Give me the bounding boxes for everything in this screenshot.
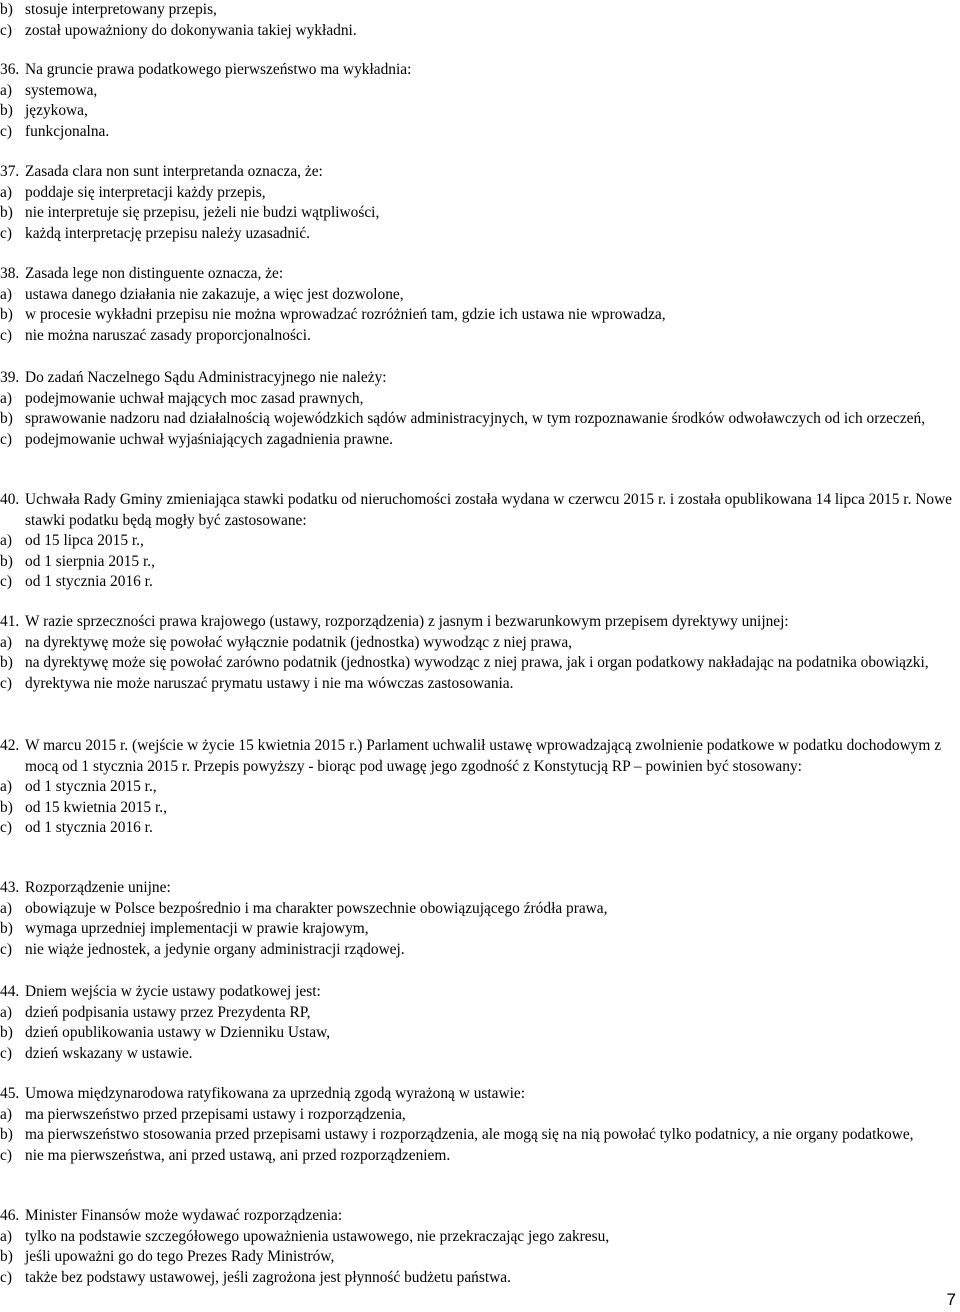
question-heading [0,264,958,285]
question-text: Zasada clara non sunt interpretanda oznacza, że: [25,163,323,180]
question-number: 37. [0,163,20,180]
question-heading [0,982,958,1003]
option-text: został upoważniony do dokonywania takiej wykładni. [25,21,357,39]
question-number: 46. [0,1207,20,1224]
option-text: poddaje się interpretacji każdy przepis, [25,183,266,201]
option-text: dzień opublikowania ustawy w Dzienniku Ustaw, [25,1024,331,1042]
option-a [0,1105,958,1126]
option-label: c) [0,326,12,344]
option-b [0,203,958,224]
option-text: podejmowanie uchwał mających moc zasad prawnych, [25,389,364,407]
option-text: od 15 kwietnia 2015 r., [25,798,167,816]
option-label: b) [0,1126,13,1144]
option-c [0,122,958,143]
option-text: nie wiąże jednostek, a jedynie organy administracji rządowej. [25,940,405,958]
question-38 [0,264,958,346]
option-label: a) [0,899,12,917]
question-heading [0,1084,958,1105]
option-label: a) [0,633,12,651]
option-text: obowiązuje w Polsce bezpośrednio i ma charakter powszechnie obowiązującego źródła prawa, [25,899,608,917]
question-heading [0,60,958,81]
option-text: od 1 stycznia 2015 r., [25,778,157,796]
option-label: c) [0,224,12,242]
option-b [0,101,958,122]
question-46 [0,1206,958,1288]
option-text: nie można naruszać zasady proporcjonalności. [25,326,311,344]
option-label: b) [0,1248,13,1266]
option-text: na dyrektywę może się powołać wyłącznie podatnik (jednostka) wywodząc z niej prawa, [25,633,573,651]
option-text: dzień wskazany w ustawie. [25,1044,193,1062]
option-label: a) [0,285,12,303]
question-heading [0,878,958,899]
option-c [0,21,958,42]
option-label: a) [0,778,12,796]
question-number: 39. [0,369,20,386]
question-44 [0,982,958,1064]
question-text: Dniem wejścia w życie ustawy podatkowej jest: [25,983,321,1000]
option-label: b) [0,1024,13,1042]
option-label: a) [0,183,12,201]
option-text: tylko na podstawie szczegółowego upoważnienia ustawowego, nie przekraczając jego zakresu, [25,1227,610,1245]
question-text: W marcu 2015 r. (wejście w życie 15 kwietnia 2015 r.) Parlament uchwalił ustawę wprowadzającą zwolnienie podatkowe w podatku dochodowym z mocą od 1 stycznia 2015 r. Przepis powyższy - biorąc pod uwagę jego zgodność z Konstytucją RP – powinien być stosowany: [25,737,942,775]
option-text: funkcjonalna. [25,122,110,140]
option-text: nie interpretuje się przepisu, jeżeli nie budzi wątpliwości, [25,204,380,222]
option-label: c) [0,940,12,958]
question-heading [0,368,958,389]
option-a [0,1003,958,1024]
option-a [0,389,958,410]
option-label: b) [0,102,13,120]
option-b [0,552,958,573]
option-label: c) [0,819,12,837]
question-number: 36. [0,61,20,78]
question-number: 43. [0,879,20,896]
option-text: ma pierwszeństwo przed przepisami ustawy i rozporządzenia, [25,1105,406,1123]
question-37 [0,162,958,244]
option-b [0,1247,958,1268]
option-text: od 1 stycznia 2016 r. [25,573,153,591]
question-number: 40. [0,491,20,508]
option-c [0,818,958,839]
question-text: Uchwała Rady Gminy zmieniająca stawki podatku od nieruchomości została wydana w czerwcu 2015 r. i została opublikowana 14 lipca 2015 r. Nowe stawki podatku będą mogły być zastosowane: [25,491,953,529]
option-label: a) [0,1003,12,1021]
option-a [0,531,958,552]
option-b [0,305,958,326]
option-text: językowa, [25,102,88,120]
question-text: Umowa międzynarodowa ratyfikowana za uprzednią zgodą wyrażoną w ustawie: [25,1085,525,1102]
option-a [0,633,958,654]
question-text: Minister Finansów może wydawać rozporządzenia: [25,1207,343,1224]
question-text: Do zadań Naczelnego Sądu Administracyjnego nie należy: [25,369,387,386]
question-heading [0,490,958,531]
option-label: b) [0,1,13,18]
option-label: a) [0,81,12,99]
option-label: a) [0,389,12,407]
option-a [0,183,958,204]
option-c [0,1044,958,1065]
question-36 [0,60,958,142]
option-label: b) [0,306,13,324]
option-text: dzień podpisania ustawy przez Prezydenta RP, [25,1003,311,1021]
option-c [0,430,958,451]
option-text: każdą interpretację przepisu należy uzasadnić. [25,224,310,242]
option-text: w procesie wykładni przepisu nie można wprowadzać rozróżnień tam, gdzie ich ustawa nie wprowadza, [25,306,666,324]
question-number: 44. [0,983,20,1000]
option-text: ma pierwszeństwo stosowania przed przepisami ustawy i rozporządzenia, ale mogą się na nią powołać tylko podatnicy, a nie organy podatkowe, [25,1126,914,1144]
option-label: c) [0,430,12,448]
option-b [0,1125,958,1146]
option-label: c) [0,1146,12,1164]
option-label: b) [0,654,13,672]
option-label: b) [0,920,13,938]
option-b [0,919,958,940]
option-a [0,777,958,798]
option-b [0,409,958,430]
option-text: sprawowanie nadzoru nad działalnością wojewódzkich sądów administracyjnych, w tym rozpoznawanie środków odwoławczych od ich orzeczeń, [25,410,926,428]
option-a [0,285,958,306]
option-label: b) [0,798,13,816]
option-text: systemowa, [25,81,98,99]
option-text: jeśli upoważni go do tego Prezes Rady Ministrów, [25,1248,335,1266]
option-c [0,940,958,961]
option-label: c) [0,674,12,692]
option-b [0,798,958,819]
option-label: b) [0,552,13,570]
question-number: 38. [0,265,20,282]
option-label: a) [0,1227,12,1245]
option-c [0,326,958,347]
option-b [0,653,958,674]
option-label: c) [0,122,12,140]
question-41 [0,612,958,694]
page-number: 7 [946,1290,956,1309]
question-39 [0,368,958,450]
question-text: Zasada lege non distinguente oznacza, że: [25,265,284,282]
option-text: od 15 lipca 2015 r., [25,532,144,550]
option-text: wymaga uprzedniej implementacji w prawie krajowym, [25,920,369,938]
question-45 [0,1084,958,1166]
option-text: ustawa danego działania nie zakazuje, a więc jest dozwolone, [25,285,404,303]
question-42 [0,736,958,839]
option-b [0,1023,958,1044]
option-label: b) [0,204,13,222]
option-text: stosuje interpretowany przepis, [25,1,217,18]
continuation-options [0,0,958,41]
option-c [0,1146,958,1167]
question-text: Rozporządzenie unijne: [25,879,171,896]
option-b [0,0,958,21]
question-number: 41. [0,613,20,630]
option-text: od 1 sierpnia 2015 r., [25,552,155,570]
option-text: od 1 stycznia 2016 r. [25,819,153,837]
question-heading [0,612,958,633]
option-a [0,1227,958,1248]
option-text: nie ma pierwszeństwa, ani przed ustawą, ani przed rozporządzeniem. [25,1146,451,1164]
option-c [0,674,958,695]
question-number: 42. [0,737,20,754]
question-text: W razie sprzeczności prawa krajowego (ustawy, rozporządzenia) z jasnym i bezwarunkowym przepisem dyrektywy unijnej: [25,613,789,630]
option-c [0,224,958,245]
question-number: 45. [0,1085,20,1102]
option-text: na dyrektywę może się powołać zarówno podatnik (jednostka) wywodząc z niej prawa, jak i organ podatkowy nakładając na podatnika obowiązki, [25,654,929,672]
question-heading [0,736,958,777]
question-40 [0,490,958,593]
question-heading [0,1206,958,1227]
option-label: c) [0,1044,12,1062]
option-c [0,1268,958,1289]
option-label: b) [0,410,13,428]
option-text: dyrektywa nie może naruszać prymatu ustawy i nie ma wówczas zastosowania. [25,674,514,692]
option-label: c) [0,573,12,591]
option-text: także bez podstawy ustawowej, jeśli zagrożona jest płynność budżetu państwa. [25,1268,511,1286]
option-text: podejmowanie uchwał wyjaśniających zagadnienia prawne. [25,430,393,448]
option-label: c) [0,1268,12,1286]
question-43 [0,878,958,960]
option-a [0,899,958,920]
option-c [0,572,958,593]
option-a [0,81,958,102]
option-label: c) [0,21,12,39]
question-heading [0,162,958,183]
option-label: a) [0,1105,12,1123]
option-label: a) [0,532,12,550]
question-text: Na gruncie prawa podatkowego pierwszeństwo ma wykładnia: [25,61,412,78]
